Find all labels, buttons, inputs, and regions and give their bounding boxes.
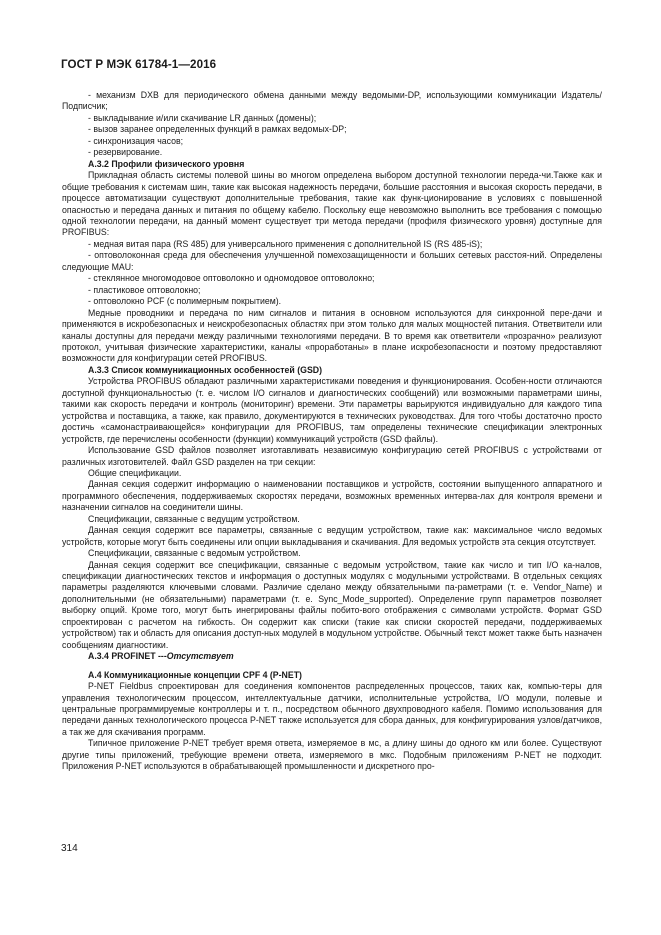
paragraph-general: Данная секция содержит информацию о наименовании поставщиков и устройств, состоянии выпущенного аппаратного и программного обеспечения, поддерживаемых скоростях передачи, возможных временных интерва-лах для контроля времени и назначении сигналов на соединители шины. — [62, 479, 602, 513]
heading-a33: A.3.3 Список коммуникационных особенностей (GSD) — [88, 364, 323, 375]
paragraph-a4-apps: Типичное приложение P-NET требует время ответа, измеряемое в мс, а длину шины до одного км или более. Существуют другие типы приложений, требующие времени ответа, измеряемого в мкс. Подобным приложениям P-NET не подходит. Приложения P-NET используются в обрабатывающей промышленности и дискретного про- — [62, 738, 602, 772]
list-item: - оптоволоконная среда для обеспечения улучшенной помехозащищенности и больших сетевых расстоя-ний. Определены следующие MAU: — [62, 250, 602, 272]
section-slave-title: Спецификации, связанные с ведомым устройством. — [88, 548, 301, 559]
section-master-title: Спецификации, связанные с ведущим устройством. — [88, 513, 300, 524]
paragraph-a32-intro: Прикладная область системы полевой шины во многом определена выбором доступной технологии переда-чи.Также как и общие требования к системам шин, такие как высокая надежность передачи, большие расстояния и высокая скорость передачи, в процессе автоматизации существуют дополнительные требования, такие как функ-ционирование в условиях с повышенной опасностью и передача данных и питания по общему кабелю. Поскольку еще невозможно выполнить все требования с помощью одной технологии передачи, на данный момент существует три метода передачи (профиля физического уровня) доступные для PROFIBUS: — [62, 170, 602, 238]
page-number: 314 — [61, 843, 78, 854]
paragraph-slave: Данная секция содержит все спецификации, связанные с ведомым устройством, такие как число и тип I/O ка-налов, спецификации диагностических текстов и информация о доступных модулях с модульными устройствами. В отдельных секциях параметры разделяются ключевыми словами. Различие сделано между обязательными па-раметрами (т. е. Vendor_Name) и дополнительными (не обязательными) параметрами (т. е. Sync_Mode_supported). Определение групп параметров позволяет выборку опций. Кроме того, могут быть инегрированы файлы побито-вого отображения с символами устройств. Формат GSD спроектирован с расчетом на гибкость. Он содержит как списки (такие как списки скоростей передачи, поддерживаемых устройством) так и область для описания доступ-ных модулей в модульном устройстве. Обычный текст может также быть назначен сообщениям диагностики. — [62, 559, 602, 650]
paragraph-master: Данная секция содержит все параметры, связанные с ведущим устройством, такие как: максимальное число ведомых устройств, которые могут быть соединены или опции выкладывания и скачивания. Для ведомых устройств эта секция отсутствует. — [62, 525, 602, 547]
list-item: - синхронизация часов; — [88, 135, 184, 146]
paragraph-a32-copper: Медные проводники и передача по ним сигналов и питания в основном используются для синхронной пере-дачи и применяются в искробезопасных и неискробезопасных областях при этом только для малых мощностей питания. Ответвители или каналы доступны для передачи между различными технологиями передачи. В то время как ответвители «прозрачно» реализуют протокол, учитывая физические характеристики, каналы «проработаны» в плане искробезопасности и поэтому предоставляют возможности для конфигурации сетей PROFIBUS. — [62, 307, 602, 364]
list-item: - выкладывание и/или скачивание LR данных (домены); — [88, 112, 317, 123]
paragraph-dxb: - механизм DXB для периодического обмена данными между ведомыми-DP, использующими коммуникации Издатель/Подписчик; — [62, 90, 602, 112]
document-body — [62, 90, 602, 773]
paragraph-a33-devices: Устройства PROFIBUS обладают различными характеристиками поведения и функционирования. Особен-ности отличаются доступной функциональностью (т. е. числом I/O сигналов и диагностических сообщений) или возможными параметрами шины, такими как скорость передачи и контроль (мониторинг) времени. Эти параметры варьируются индивидуально для каждого типа устройства и поставщика, а также, как правило, документируются в технических руководствах. Для того чтобы достаточно просто достичь «самонастраивающейся» конфигурации для PROFIBUS, там определены технические спецификации электронных устройств, где перечислены особенности (функции) коммуникаций устройств (GSD файлы). — [62, 376, 602, 444]
heading-a4: A.4 Коммуникационные концепции CPF 4 (P-NET) — [88, 669, 302, 680]
heading-a34-label: A.3.4 PROFINET --- — [88, 651, 167, 662]
paragraph-a33-gsd: Использование GSD файлов позволяет изготавливать независимую конфигурацию сетей PROFIBUS с устройствами от различных изготовителей. Файл GSD разделен на три секции: — [62, 445, 602, 467]
list-item: - стеклянное многомодовое оптоволокно и одномодовое оптоволокно; — [88, 273, 375, 284]
document-title: ГОСТ Р МЭК 61784-1—2016 — [61, 58, 217, 71]
list-item: - медная витая пара (RS 485) для универсального применения с дополнительной IS (RS 485-iS); — [88, 238, 483, 249]
heading-a32: A.3.2 Профили физического уровня — [88, 158, 245, 169]
list-item: - вызов заранее определенных функций в рамках ведомых-DP; — [88, 124, 347, 135]
list-item: - оптоволокно PCF (с полимерным покрытием). — [88, 296, 282, 307]
heading-a34-absent: Отсутствует — [166, 651, 234, 662]
heading-a34 — [62, 651, 602, 662]
paragraph-a4-fieldbus: P-NET Fieldbus спроектирован для соединения компонентов распределенных процессов, таких как, компью-теры для управления технологическим процессом, интеллектуальные датчики, исполнительные устройства, I/O модули, полевые и центральные программируемые контроллеры и т. п., посредством обычного двухпроводного кабеля. Помимо использования для передачи данных технологического процесса P-NET также используется для сбора данных, для конфигурирования узлов/датчиков, а так же для скачивания программ. — [62, 681, 602, 737]
list-item: - резервирование. — [88, 147, 163, 158]
list-item: - пластиковое оптоволокно; — [88, 284, 201, 295]
section-general-title: Общие спецификации. — [88, 467, 182, 478]
